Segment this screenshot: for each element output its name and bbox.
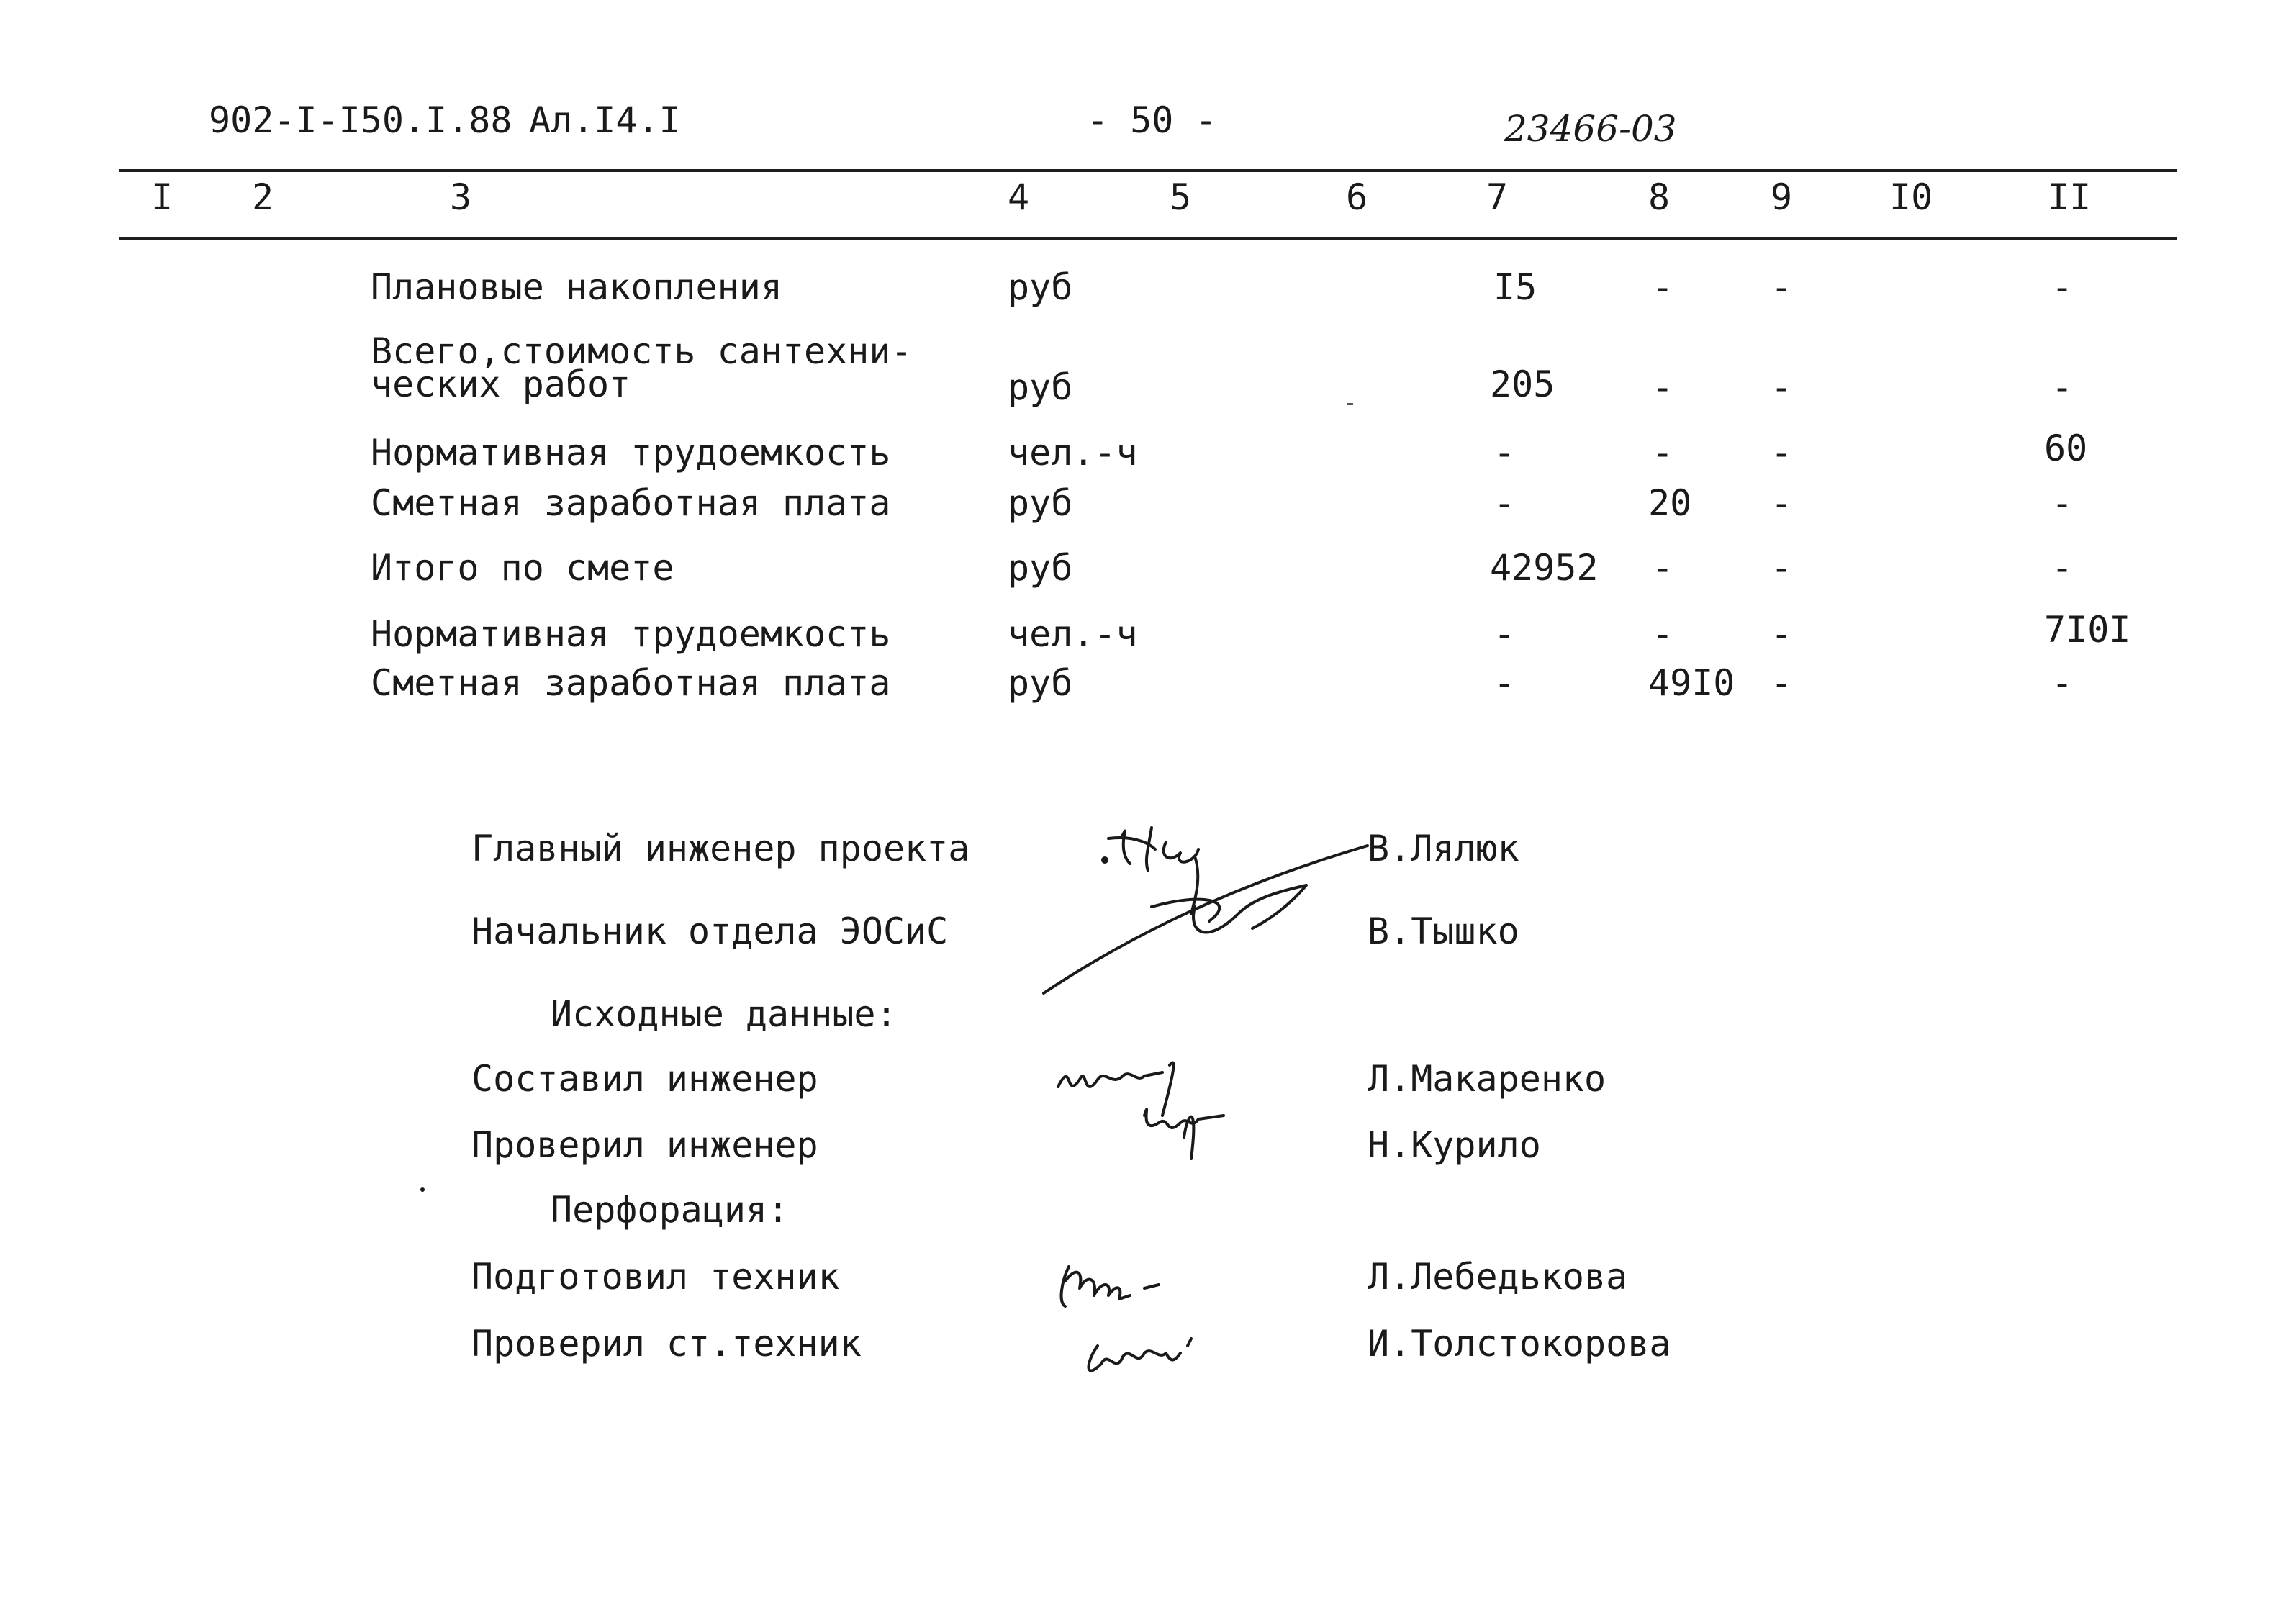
row-description: Нормативная трудоемкость [371, 432, 891, 474]
row-col11: - [2051, 266, 2074, 308]
row-col9: - [1771, 366, 1793, 408]
table-row [0, 609, 2296, 656]
row-col11: - [2051, 482, 2074, 524]
row-col8: - [1652, 613, 1674, 655]
table-row [0, 482, 2296, 525]
row-unit: руб [1008, 662, 1073, 704]
col-number: 7 [1486, 176, 1509, 218]
row-col9: - [1771, 266, 1793, 308]
inventory-number: 23466-03 [1504, 108, 1677, 150]
signature-title: Проверил ст.техник [471, 1323, 862, 1365]
page-number: - 50 - [1087, 99, 1217, 141]
row-unit: руб [1008, 482, 1073, 524]
row-col9: - [1771, 547, 1793, 589]
document-code: 902-I-I50.I.88 [209, 99, 512, 141]
col-number: I [151, 176, 173, 218]
signature-scribble-perforation [1044, 1238, 1260, 1389]
table-top-rule [119, 169, 2177, 172]
ink-dot [420, 1188, 425, 1192]
row-col8: - [1652, 547, 1674, 589]
perforation-heading [0, 1189, 2296, 1232]
section-heading: Исходные данные: [551, 993, 898, 1035]
signature-title: Подготовил техник [471, 1256, 840, 1298]
row-description-line2: ческих работ [371, 363, 631, 405]
sheet-code: Ал.I4.I [529, 99, 681, 141]
row-col8: - [1652, 366, 1674, 408]
row-col7: I5 [1493, 266, 1537, 308]
row-col11: 60 [2044, 428, 2088, 469]
row-col11: - [2051, 547, 2074, 589]
signature-name: В.Лялюк [1368, 828, 1519, 869]
row-col7: 42952 [1490, 547, 1599, 589]
row-description: Плановые накопления [371, 266, 782, 308]
col-number: 9 [1771, 176, 1793, 218]
row-col8: 49I0 [1648, 662, 1735, 704]
table-row [0, 330, 2296, 414]
col-number: II [2048, 176, 2092, 218]
signature-title: Проверил инженер [471, 1124, 818, 1166]
row-col8: 20 [1648, 482, 1692, 524]
row-col9: - [1771, 432, 1793, 474]
ink-dot [1347, 403, 1353, 405]
row-col11: - [2051, 366, 2074, 408]
signature-title: Главный инженер проекта [471, 828, 970, 869]
row-col8: - [1652, 432, 1674, 474]
row-col7: 205 [1490, 363, 1555, 405]
signature-title: Начальник отдела ЭОСиС [471, 910, 949, 952]
row-col11: 7I0I [2044, 609, 2131, 651]
col-number: 5 [1170, 176, 1192, 218]
row-col9: - [1771, 613, 1793, 655]
signature-name: И.Толстокорова [1368, 1323, 1671, 1365]
signature-name: Н.Курило [1368, 1124, 1541, 1166]
signature-name: В.Тышко [1368, 910, 1519, 952]
col-number: 8 [1648, 176, 1671, 218]
row-col8: - [1652, 266, 1674, 308]
row-col7: - [1493, 482, 1516, 524]
row-description: Сметная заработная плата [371, 482, 891, 524]
col-number: I0 [1889, 176, 1933, 218]
row-description: Итого по смете [371, 547, 674, 589]
row-unit: руб [1008, 547, 1073, 589]
table-row [0, 662, 2296, 705]
col-number: 6 [1346, 176, 1368, 218]
signature-name: Л.Лебедькова [1368, 1256, 1628, 1298]
row-unit: чел.-ч [1008, 613, 1138, 655]
row-unit: чел.-ч [1008, 432, 1138, 474]
row-col9: - [1771, 482, 1793, 524]
row-description: Нормативная трудоемкость [371, 613, 891, 655]
row-col7: - [1493, 662, 1516, 704]
col-number: 4 [1008, 176, 1030, 218]
signature-scribble-compiled-checked [1044, 1044, 1274, 1166]
signature-title: Составил инженер [471, 1058, 818, 1100]
col-number: 2 [252, 176, 274, 218]
row-unit: руб [1008, 266, 1073, 308]
table-row [0, 547, 2296, 590]
row-col7: - [1493, 613, 1516, 655]
row-unit: руб [1008, 366, 1073, 408]
row-col11: - [2051, 662, 2074, 704]
signature-name: Л.Макаренко [1368, 1058, 1606, 1100]
row-description: Сметная заработная плата [371, 662, 891, 704]
table-row [0, 428, 2296, 475]
col-number: 3 [450, 176, 472, 218]
header-bottom-rule [119, 238, 2177, 240]
row-description-line1: Всего,стоимость сантехни- [371, 330, 913, 372]
signature-scribble-chief-and-head [1022, 806, 1411, 1022]
row-col7: - [1493, 432, 1516, 474]
row-col9: - [1771, 662, 1793, 704]
section-heading: Перфорация: [551, 1189, 790, 1231]
table-row [0, 266, 2296, 309]
